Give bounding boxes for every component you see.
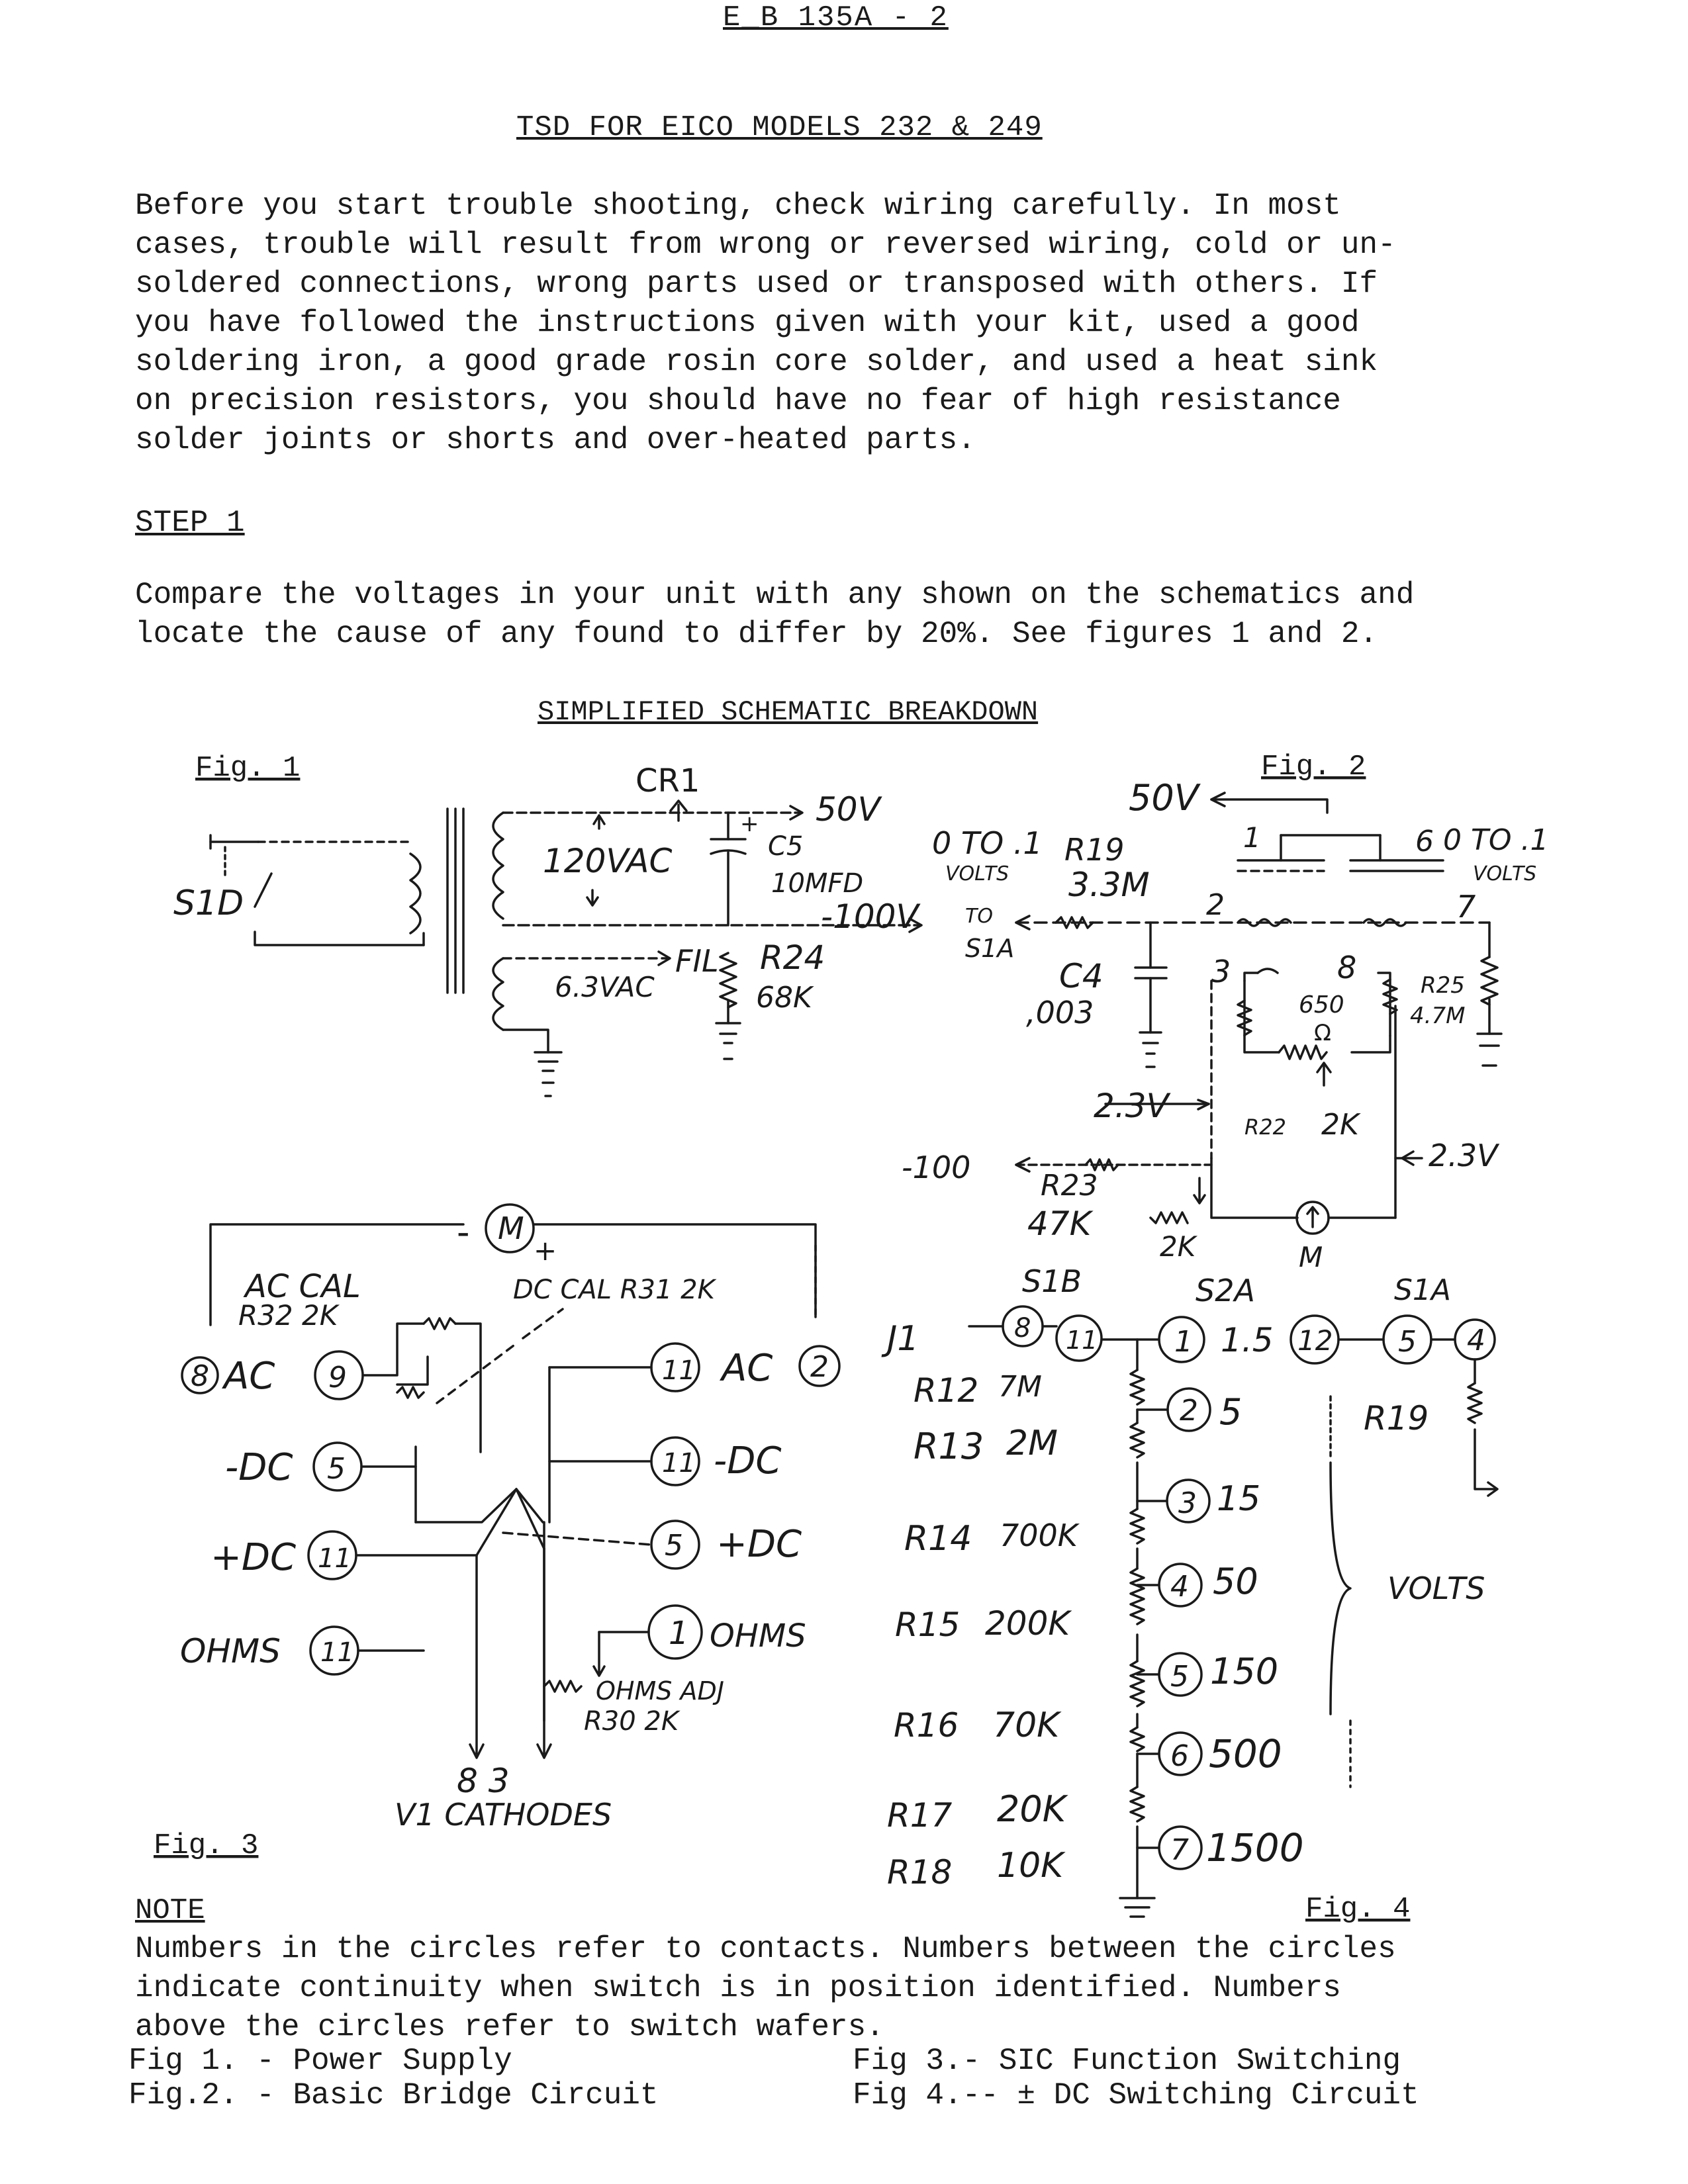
fig3-c11a: 11	[318, 1543, 352, 1574]
fig2-2v3-right: 2.3V	[1429, 1138, 1498, 1173]
intro-line: Before you start trouble shooting, check wiring carefully. In most	[135, 189, 1341, 223]
fig1-68k: 68K	[756, 981, 812, 1015]
fig2-47k: 47K	[1027, 1205, 1092, 1243]
note-heading: NOTE	[135, 1894, 205, 1927]
fig3-ac-left: AC	[224, 1355, 275, 1398]
fig3-plus: +	[534, 1234, 557, 1267]
fig3-c1: 1	[669, 1615, 689, 1652]
schematic-heading: SIMPLIFIED SCHEMATIC BREAKDOWN	[538, 696, 1039, 728]
fig4-r16-val: 70K	[993, 1706, 1060, 1745]
fig4-c12: 12	[1297, 1324, 1333, 1357]
step1-heading: STEP 1	[135, 506, 245, 540]
fig2-2v3-left: 2.3V	[1094, 1087, 1169, 1125]
fig4-r15: R15	[895, 1606, 961, 1644]
fig3-c5: 5	[327, 1452, 346, 1486]
intro-line: you have followed the instructions given with your kit, used a good	[135, 306, 1360, 340]
intro-line: soldering iron, a good grade rosin core solder, and used a heat sink	[135, 345, 1378, 379]
fig2-r25-val: 4.7M	[1410, 1003, 1466, 1029]
fig3-c8: 8	[191, 1359, 209, 1393]
fig3-ac-right: AC	[722, 1347, 773, 1390]
note-line: above the circles refer to switch wafers.	[135, 2010, 884, 2044]
fig2-r23: R23	[1041, 1169, 1098, 1203]
intro-line: soldered connections, wrong parts used or transposed with others. If	[135, 267, 1378, 301]
fig1-cap-10mfd: 10MFD	[771, 868, 864, 899]
fig1-r24: R24	[760, 938, 825, 977]
fig3-r32: R32 2K	[238, 1299, 338, 1332]
fig2-r19-val: 3.3M	[1068, 866, 1150, 904]
fig3-meter-m: M	[498, 1210, 524, 1246]
fig4-r13-val: 2M	[1006, 1424, 1058, 1463]
caption-fig4: Fig 4.-- ± DC Switching Circuit	[853, 2078, 1419, 2113]
fig2-node2: 2	[1206, 888, 1225, 922]
fig4-contact-6: 6	[1170, 1739, 1189, 1773]
fig4-c1: 1	[1174, 1325, 1193, 1359]
fig2-650: 650	[1299, 991, 1344, 1019]
fig2-r19: R19	[1064, 832, 1125, 868]
fig4-c4: 4	[1467, 1324, 1485, 1357]
fig2-label: Fig. 2	[1261, 751, 1366, 784]
fig2-range-a1: 0 TO .1	[932, 825, 1043, 861]
fig4-r19: R19	[1364, 1399, 1429, 1437]
fig2-c4: C4	[1059, 957, 1103, 995]
fig4-volts-150: 150	[1210, 1651, 1279, 1692]
fig4-r15-val: 200K	[985, 1604, 1070, 1643]
fig4-r18: R18	[887, 1853, 953, 1891]
note-paragraph	[135, 1930, 1396, 2047]
step1-line: locate the cause of any found to differ by 20%. See figures 1 and 2.	[135, 617, 1378, 651]
fig1-cr1: CR1	[635, 762, 700, 799]
fig2-ohm: Ω	[1314, 1020, 1331, 1046]
fig1-50v: 50V	[816, 790, 880, 829]
caption-fig2: Fig.2. - Basic Bridge Circuit	[128, 2078, 659, 2113]
fig4-contact-2: 2	[1180, 1394, 1198, 1428]
fig3-minus: -	[457, 1211, 470, 1253]
intro-line: cases, trouble will result from wrong or reversed wiring, cold or un-	[135, 228, 1396, 262]
fig1-cap-plus: +	[740, 811, 759, 837]
fig2-s1a: S1A	[965, 934, 1015, 963]
fig2-50v: 50V	[1129, 777, 1199, 819]
intro-line: solder joints or shorts and over-heated parts.	[135, 423, 976, 457]
fig2-range-b1: 0 TO .1	[1443, 823, 1549, 857]
fig1-120vac: 120VAC	[543, 842, 673, 880]
fig3-dc-cal: DC CAL R31 2K	[513, 1275, 715, 1305]
fig4-volts: VOLTS	[1387, 1570, 1485, 1606]
fig3-c5b: 5	[665, 1529, 683, 1563]
fig3-label: Fig. 3	[154, 1829, 259, 1862]
fig2-c4-val: ,003	[1026, 995, 1094, 1030]
fig1-s1d: S1D	[173, 884, 244, 923]
fig4-r17-val: 20K	[997, 1788, 1066, 1830]
fig4-c8: 8	[1014, 1313, 1031, 1343]
fig4-c11: 11	[1066, 1326, 1098, 1355]
note-line: indicate continuity when switch is in position identified. Numbers	[135, 1971, 1341, 2005]
fig2-node8: 8	[1337, 950, 1357, 985]
fig3-cathode-nums: 8 3	[457, 1762, 510, 1800]
fig3-ohms-right: OHMS	[710, 1617, 806, 1655]
fig2-to: TO	[965, 905, 993, 928]
fig1-6v3ac: 6.3VAC	[555, 971, 655, 1003]
fig1-cap-c5: C5	[768, 831, 804, 862]
fig2-r22: R22	[1244, 1115, 1286, 1140]
fig4-label: Fig. 4	[1305, 1893, 1411, 1926]
fig4-r12-val: 7M	[998, 1370, 1042, 1404]
fig4-s1b: S1B	[1022, 1263, 1082, 1299]
fig4-volts-50: 50	[1213, 1561, 1258, 1602]
fig4-r14: R14	[904, 1519, 972, 1559]
fig4-r18-val: 10K	[997, 1846, 1064, 1886]
fig1-minus100v: -100V	[821, 897, 919, 936]
fig4-volts-15: 15	[1217, 1479, 1261, 1519]
fig2-meter-m: M	[1299, 1241, 1323, 1273]
fig4-c5: 5	[1398, 1325, 1417, 1359]
fig4-j1: J1	[887, 1319, 919, 1359]
fig2-node3: 3	[1211, 954, 1231, 989]
fig4-contact-3: 3	[1178, 1486, 1197, 1520]
fig4-r16: R16	[894, 1706, 959, 1745]
fig3-dc-minus-left: -DC	[225, 1446, 293, 1489]
fig1-label: Fig. 1	[195, 752, 301, 785]
intro-line: on precision resistors, you should have no fear of high resistance	[135, 384, 1341, 418]
fig3-cathodes: V1 CATHODES	[395, 1797, 612, 1833]
fig4-s1a: S1A	[1394, 1273, 1452, 1307]
page-title: TSD FOR EICO MODELS 232 & 249	[516, 111, 1043, 144]
fig4-r14-val: 700K	[1000, 1518, 1078, 1553]
fig4-contact-4: 4	[1170, 1570, 1189, 1604]
fig2-pot-2k: 2K	[1160, 1230, 1196, 1263]
caption-fig1: Fig 1. - Power Supply	[128, 2044, 512, 2078]
fig3-c11b: 11	[320, 1637, 354, 1668]
fig2-node6: 6	[1415, 825, 1434, 858]
fig4-1v5: 1.5	[1221, 1321, 1274, 1359]
fig4-r17: R17	[887, 1796, 953, 1835]
fig2-range-b2: VOLTS	[1473, 862, 1537, 886]
fig3-c9: 9	[328, 1361, 347, 1394]
fig3-r30: R30 2K	[584, 1706, 679, 1737]
fig3-c2: 2	[810, 1350, 829, 1384]
step1-line: Compare the voltages in your unit with any shown on the schematics and	[135, 578, 1415, 612]
fig3-dc-plus-right: +DC	[716, 1523, 802, 1566]
fig4-r12: R12	[914, 1371, 979, 1410]
fig2-r22-val: 2K	[1321, 1108, 1359, 1142]
fig4-r13: R13	[914, 1426, 984, 1467]
fig2-node7: 7	[1456, 889, 1476, 925]
fig2-minus100: -100	[902, 1150, 971, 1185]
fig3-dc-minus-right: -DC	[714, 1439, 782, 1482]
fig4-volts-5: 5	[1219, 1391, 1243, 1433]
fig3-c11d: 11	[662, 1448, 696, 1479]
caption-fig3: Fig 3.- SIC Function Switching	[853, 2044, 1401, 2078]
fig4-contact-5: 5	[1170, 1660, 1189, 1694]
fig3-ohms-adj: OHMS ADJ	[596, 1676, 724, 1706]
fig2-node1: 1	[1243, 821, 1261, 854]
fig1-fil: FIL	[675, 943, 719, 979]
fig2-r25: R25	[1421, 972, 1465, 999]
fig4-volts-1500: 1500	[1206, 1825, 1304, 1870]
fig3-dc-plus-left: +DC	[211, 1536, 297, 1579]
document-code: E_B 135A - 2	[723, 1, 949, 34]
note-line: Numbers in the circles refer to contacts. Numbers between the circles	[135, 1932, 1396, 1966]
fig3-ac-cal: AC CAL	[245, 1268, 361, 1305]
fig4-volts-500: 500	[1209, 1731, 1282, 1776]
fig4-s2a: S2A	[1196, 1273, 1255, 1308]
fig2-range-a2: VOLTS	[945, 862, 1009, 886]
fig3-ohms-left: OHMS	[180, 1632, 281, 1670]
fig4-contact-7: 7	[1170, 1833, 1189, 1867]
fig3-c11c: 11	[662, 1355, 696, 1386]
